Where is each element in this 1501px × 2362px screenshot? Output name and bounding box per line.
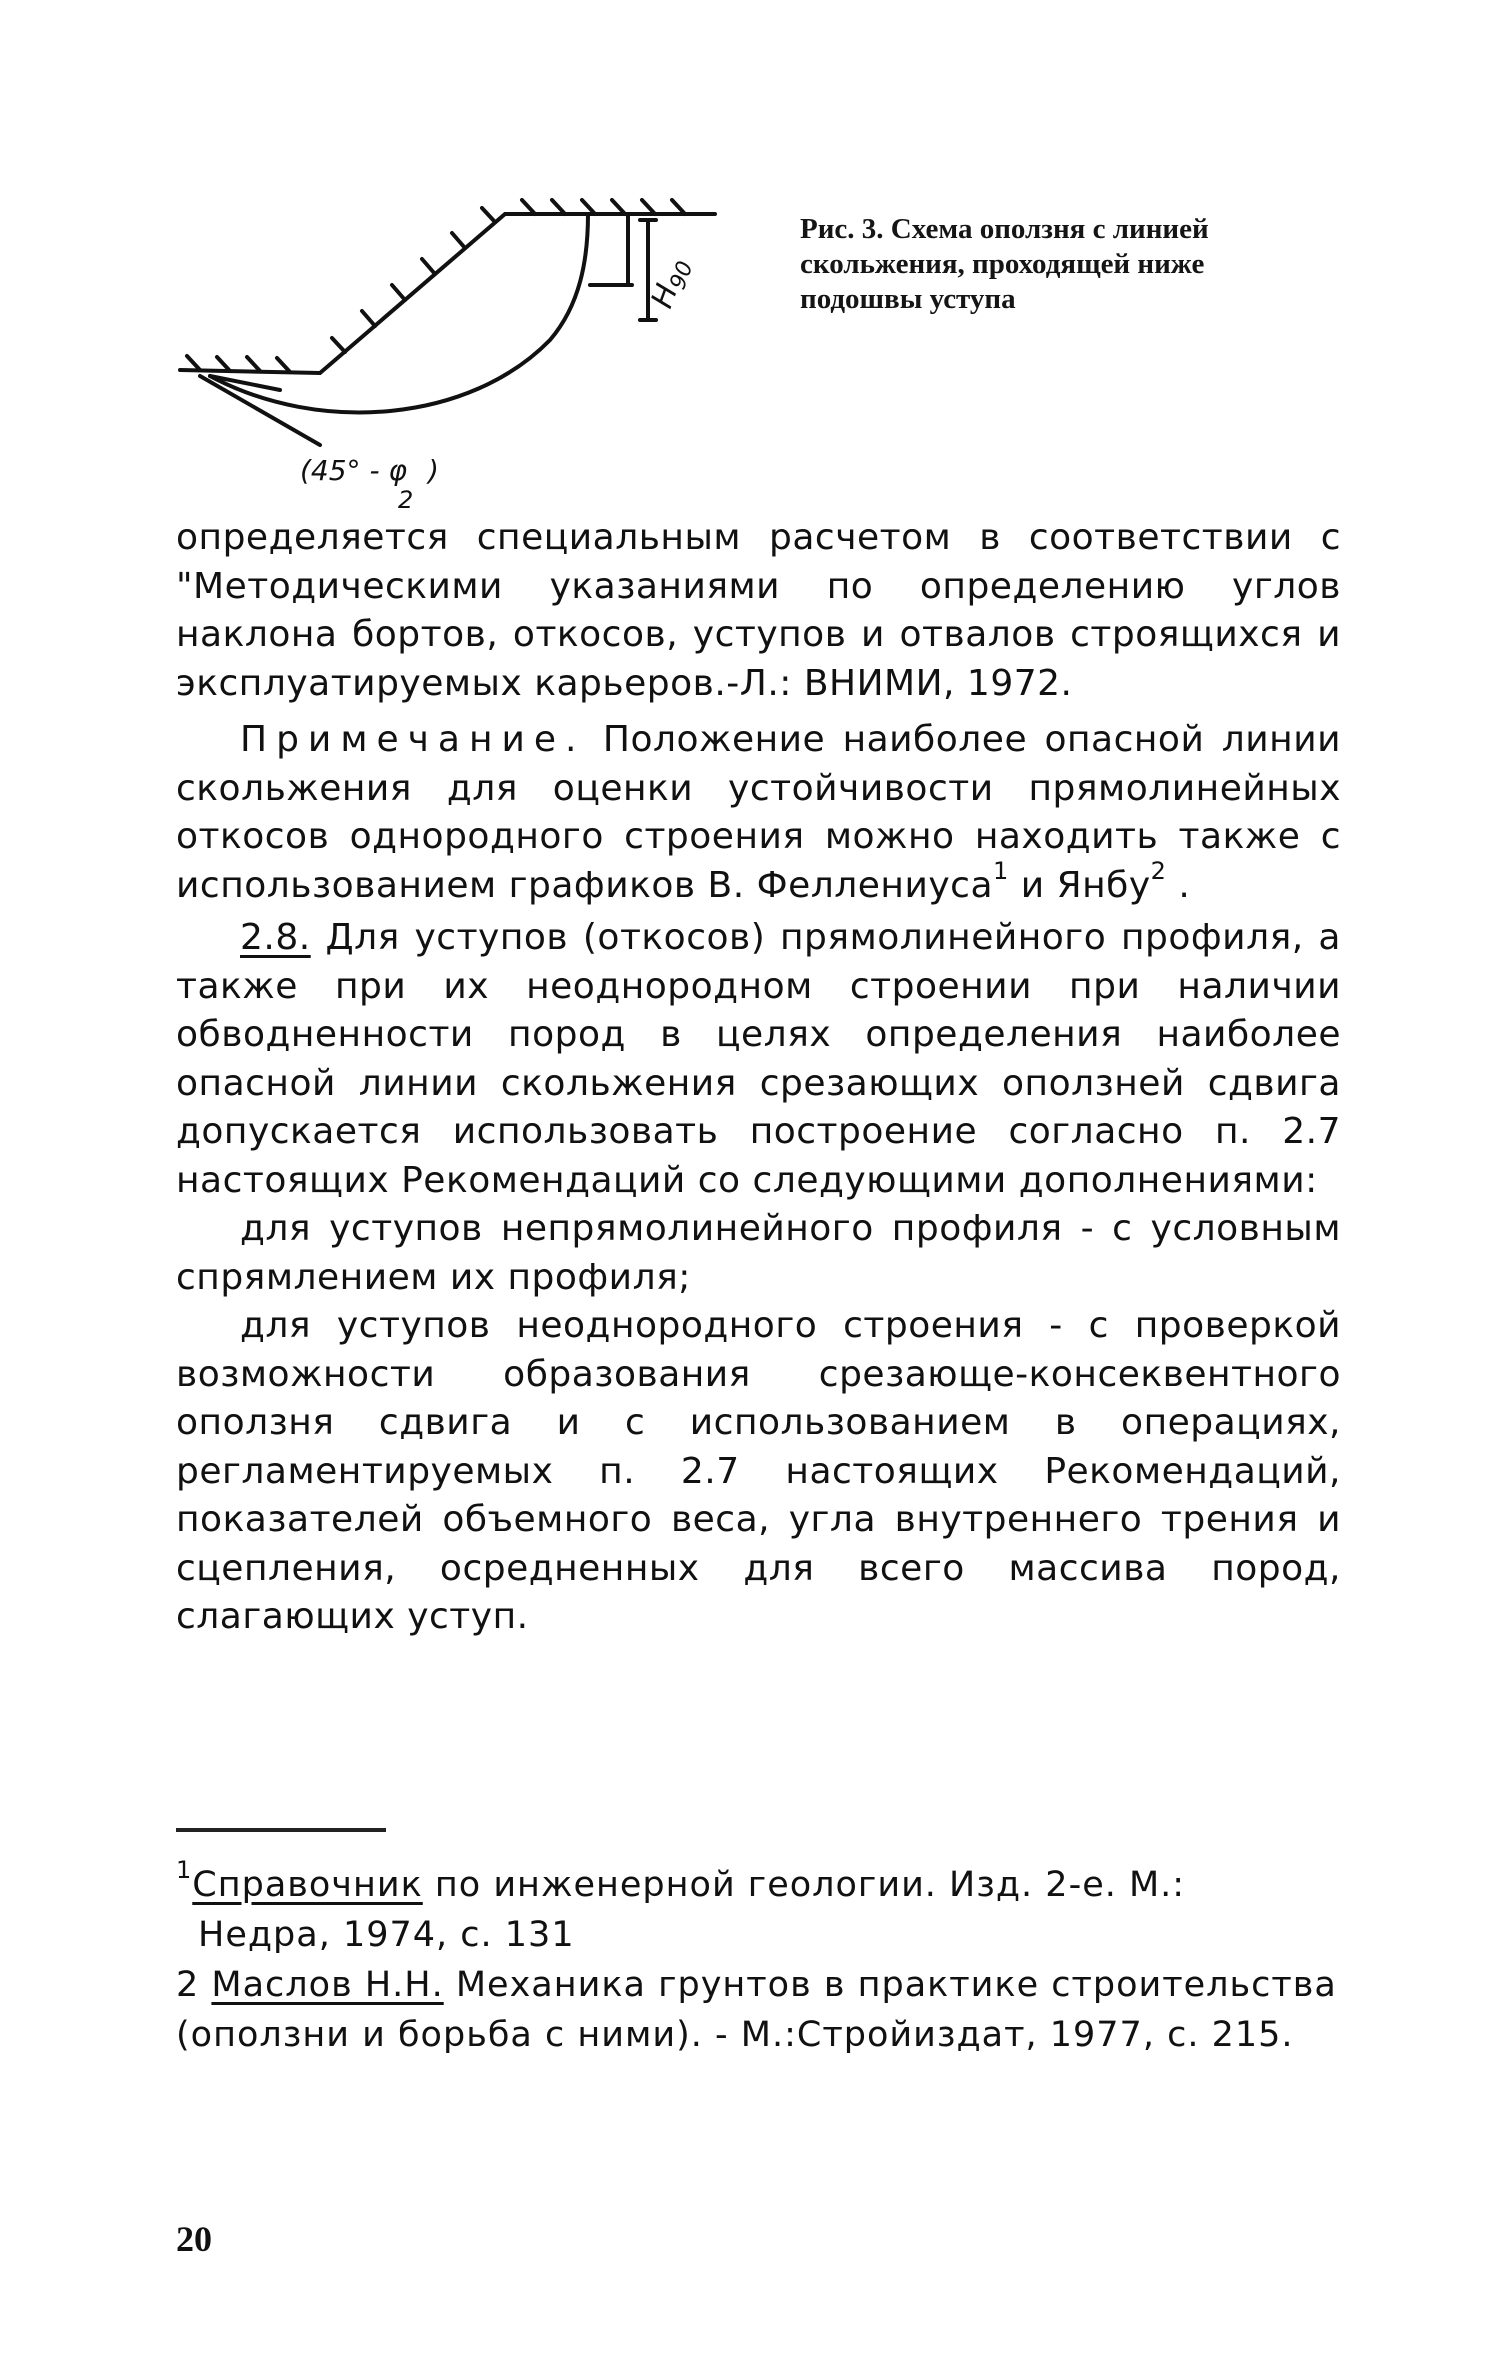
angle-denominator: 2 — [398, 486, 414, 514]
figure-caption: Рис. 3. Схема оползня с линией скольжения, проходящей ниже подошвы уступа — [800, 213, 1209, 315]
slip-curve — [210, 214, 588, 412]
page-number: 20 — [176, 2219, 212, 2259]
list-item-profile: для уступов непрямолинейного профиля - с условным спрямлением их профиля; — [176, 1208, 1341, 1298]
footnote-ref-1: 1 — [993, 856, 1009, 885]
list-item-structure: для уступов неоднородного строения - с проверкой возможности образования срезающе-консеквентного оползня сдвига и с использованием в операциях, регламентируемых п. 2.7 настоящих Рекомендаций, показателей объемного веса, угла внутреннего трения и сцепления, осредненных для всего массива пород, слагающих уступ. — [176, 1305, 1341, 1637]
footnote-2: 2 Маслов Н.Н. Механика грунтов в практике строительства (оползни и борьба с ними). - М.:Стройиздат, 1977, с. 215. — [176, 1965, 1337, 2055]
footnotes — [176, 1856, 1341, 2060]
note-label: Примечание. — [240, 719, 586, 760]
paragraph-2-8: 2.8. Для уступов (откосов) прямолинейного профиля, а также при их неоднородном строении при наличии обводненности пород в целях определения наиболее опасной линии скольжения срезающих оползней сдвига допускается использовать построение согласно п. 2.7 настоящих Рекомендаций со следующими дополнениями: — [176, 917, 1341, 1201]
angle-close: ) — [428, 454, 439, 487]
h90-label: $H_{90}$ — [644, 258, 699, 313]
paragraph-note: Примечание. Положение наиболее опасной линии скольжения для оценки устойчивости прямолинейных откосов однородного строения можно находить также с использованием графиков В. Феллениуса$^1$ и Янбу$^2$ . — [176, 719, 1341, 906]
angle-label: (45° - φ — [300, 454, 407, 487]
footnote-1: $^1$Справочник по инженерной геологии. Изд. 2-е. М.: — [176, 1856, 1186, 1905]
footnote-ref-2: 2 — [1150, 856, 1167, 885]
body-text — [176, 514, 1341, 1642]
section-number: 2.8. — [240, 917, 311, 958]
slope-diagram — [170, 190, 730, 520]
slope-profile — [180, 214, 715, 373]
footnote-1-line2: Недра, 1974, с. 131 — [198, 1915, 575, 1955]
paragraph-intro: определяется специальным расчетом в соответствии с "Методическими указаниями по определению углов наклона бортов, откосов, уступов и отвалов строящихся и эксплуатируемых карьеров.-Л.: ВНИМИ, 1972. — [176, 517, 1341, 704]
footnote-divider — [176, 1828, 386, 1832]
